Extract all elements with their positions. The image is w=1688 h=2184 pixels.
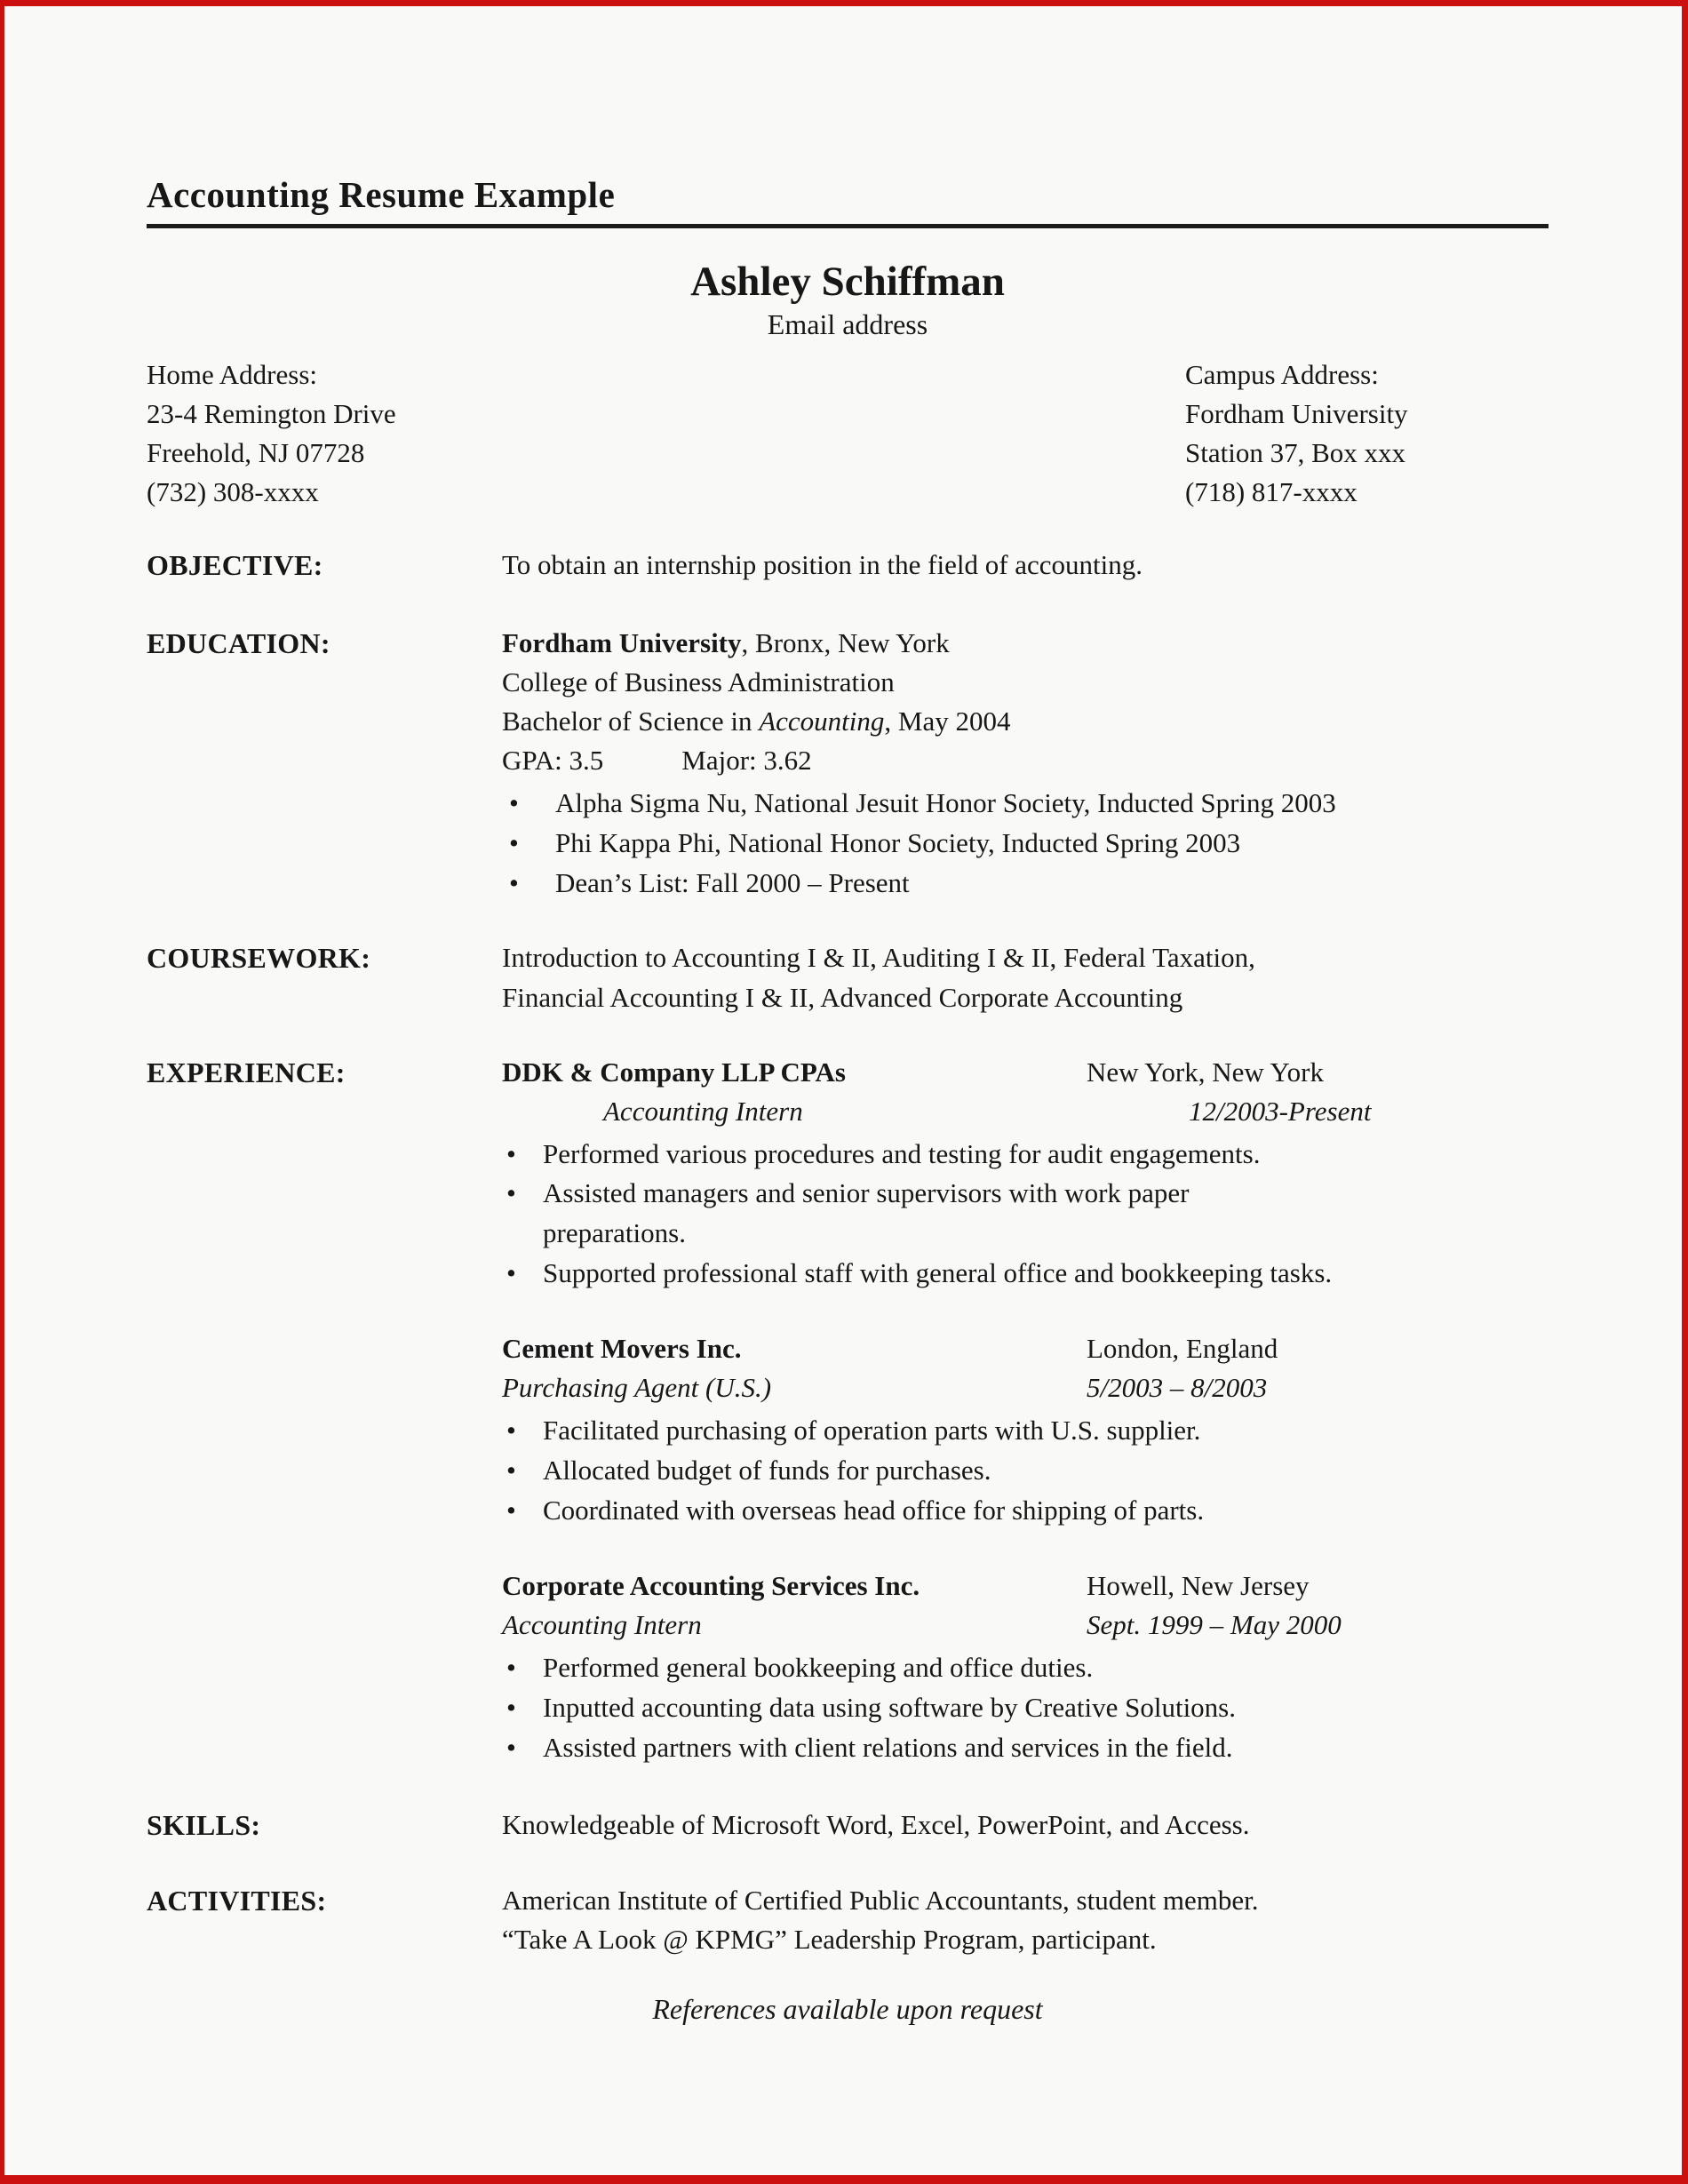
experience-body [502,1053,1549,1768]
education-gpa-line [502,741,1549,780]
coursework-body [502,938,1549,1016]
campus-address-block [1185,355,1549,512]
person-name: Ashley Schiffman [690,259,1005,306]
campus-address-line: Station 37, Box xxx [1185,437,1406,469]
experience-label: EXPERIENCE: [147,1056,346,1088]
activities-line: American Institute of Certified Public Accountants, student member. [502,1885,1259,1917]
job-duties-list [502,1648,1549,1768]
page-title: Accounting Resume Example [147,175,1549,228]
section-experience [147,1053,1549,1768]
company-location: London, England [1087,1333,1278,1365]
job-duties-list [502,1135,1549,1295]
job-entry [502,1329,1549,1531]
list-item: • Facilitated purchasing of operation parts with U.S. supplier. [502,1411,1549,1451]
job-duties-list [502,1411,1549,1531]
company-name: Cement Movers Inc. [502,1333,742,1365]
job-header [502,1566,1549,1606]
job-subheader [502,1092,1549,1131]
degree-major: Accounting [759,705,885,737]
company-name: DDK & Company LLP CPAs [502,1056,846,1088]
company-location: New York, New York [1087,1056,1324,1088]
degree-suffix: , May 2004 [884,705,1011,737]
job-subheader [502,1606,1549,1645]
list-item: • Supported professional staff with general office and bookkeeping tasks. [502,1254,1549,1294]
section-coursework [147,938,1549,1016]
company-location: Howell, New Jersey [1087,1570,1310,1602]
school-location: , Bronx, New York [741,626,950,658]
job-entry [502,1566,1549,1768]
job-header [502,1329,1549,1368]
list-item: • Performed various procedures and testing for audit engagements. [502,1135,1549,1175]
job-title: Accounting Intern [603,1095,803,1127]
skills-text: Knowledgeable of Microsoft Word, Excel, PowerPoint, and Access. [502,1808,1250,1840]
job-subheader [502,1368,1549,1407]
list-item: • Assisted managers and senior supervisors with work paper preparations. [502,1174,1325,1254]
coursework-line: Financial Accounting I & II, Advanced Corporate Accounting [502,981,1183,1013]
section-objective [147,546,1549,586]
list-item: • Inputted accounting data using software by Creative Solutions. [502,1688,1549,1728]
list-item: • Assisted partners with client relations and services in the field. [502,1728,1549,1768]
list-item: • Performed general bookkeeping and office duties. [502,1648,1549,1688]
home-address-label: Home Address: [147,359,318,391]
list-item: • Allocated budget of funds for purchases. [502,1451,1549,1491]
gpa-value: GPA: 3.5 [502,744,604,776]
activities-line: “Take A Look @ KPMG” Leadership Program, participant. [502,1924,1157,1956]
education-college-line: College of Business Administration [502,666,895,697]
company-name: Corporate Accounting Services Inc. [502,1570,920,1602]
home-address-line: 23-4 Remington Drive [147,398,396,430]
home-phone: (732) 308-xxxx [147,476,319,508]
document-body [4,6,1682,2029]
education-honors-list [502,784,1549,904]
coursework-label: COURSEWORK: [147,942,371,975]
objective-label: OBJECTIVE: [147,549,323,582]
job-dates: 5/2003 – 8/2003 [1087,1372,1268,1404]
job-title: Purchasing Agent (U.S.) [502,1372,772,1404]
activities-label: ACTIVITIES: [147,1885,327,1917]
address-row [147,355,1549,512]
home-address-line: Freehold, NJ 07728 [147,437,365,469]
coursework-line: Introduction to Accounting I & II, Auditing I & II, Federal Taxation, [502,942,1255,974]
job-dates: 12/2003-Present [1189,1095,1372,1127]
list-item: • Phi Kappa Phi, National Honor Society, Inducted Spring 2003 [502,824,1549,864]
job-entry [502,1053,1549,1295]
email-placeholder: Email address [767,307,928,340]
job-header [502,1053,1549,1092]
home-address-block [147,355,396,512]
degree-prefix: Bachelor of Science in [502,705,760,737]
section-activities [147,1881,1549,1959]
list-item: • Coordinated with overseas head office for shipping of parts. [502,1491,1549,1531]
education-school-line [502,624,1549,663]
school-name: Fordham University [502,626,742,658]
job-dates: Sept. 1999 – May 2000 [1087,1609,1342,1641]
section-skills [147,1805,1549,1845]
skills-label: SKILLS: [147,1808,261,1841]
campus-phone: (718) 817-xxxx [1185,476,1358,508]
list-item: • Dean’s List: Fall 2000 – Present [502,864,1549,904]
activities-body [502,1881,1549,1959]
section-education [147,624,1549,904]
job-title: Accounting Intern [502,1609,702,1641]
campus-address-line: Fordham University [1185,398,1408,430]
major-gpa-value: Major: 3.62 [681,744,812,776]
education-degree-line [502,702,1549,741]
education-body [502,624,1549,904]
education-label: EDUCATION: [147,626,330,659]
campus-address-label: Campus Address: [1185,359,1379,391]
objective-text: To obtain an internship position in the field of accounting. [502,549,1143,581]
references-note: References available upon request [652,1993,1043,2026]
list-item: • Alpha Sigma Nu, National Jesuit Honor Society, Inducted Spring 2003 [502,784,1549,824]
